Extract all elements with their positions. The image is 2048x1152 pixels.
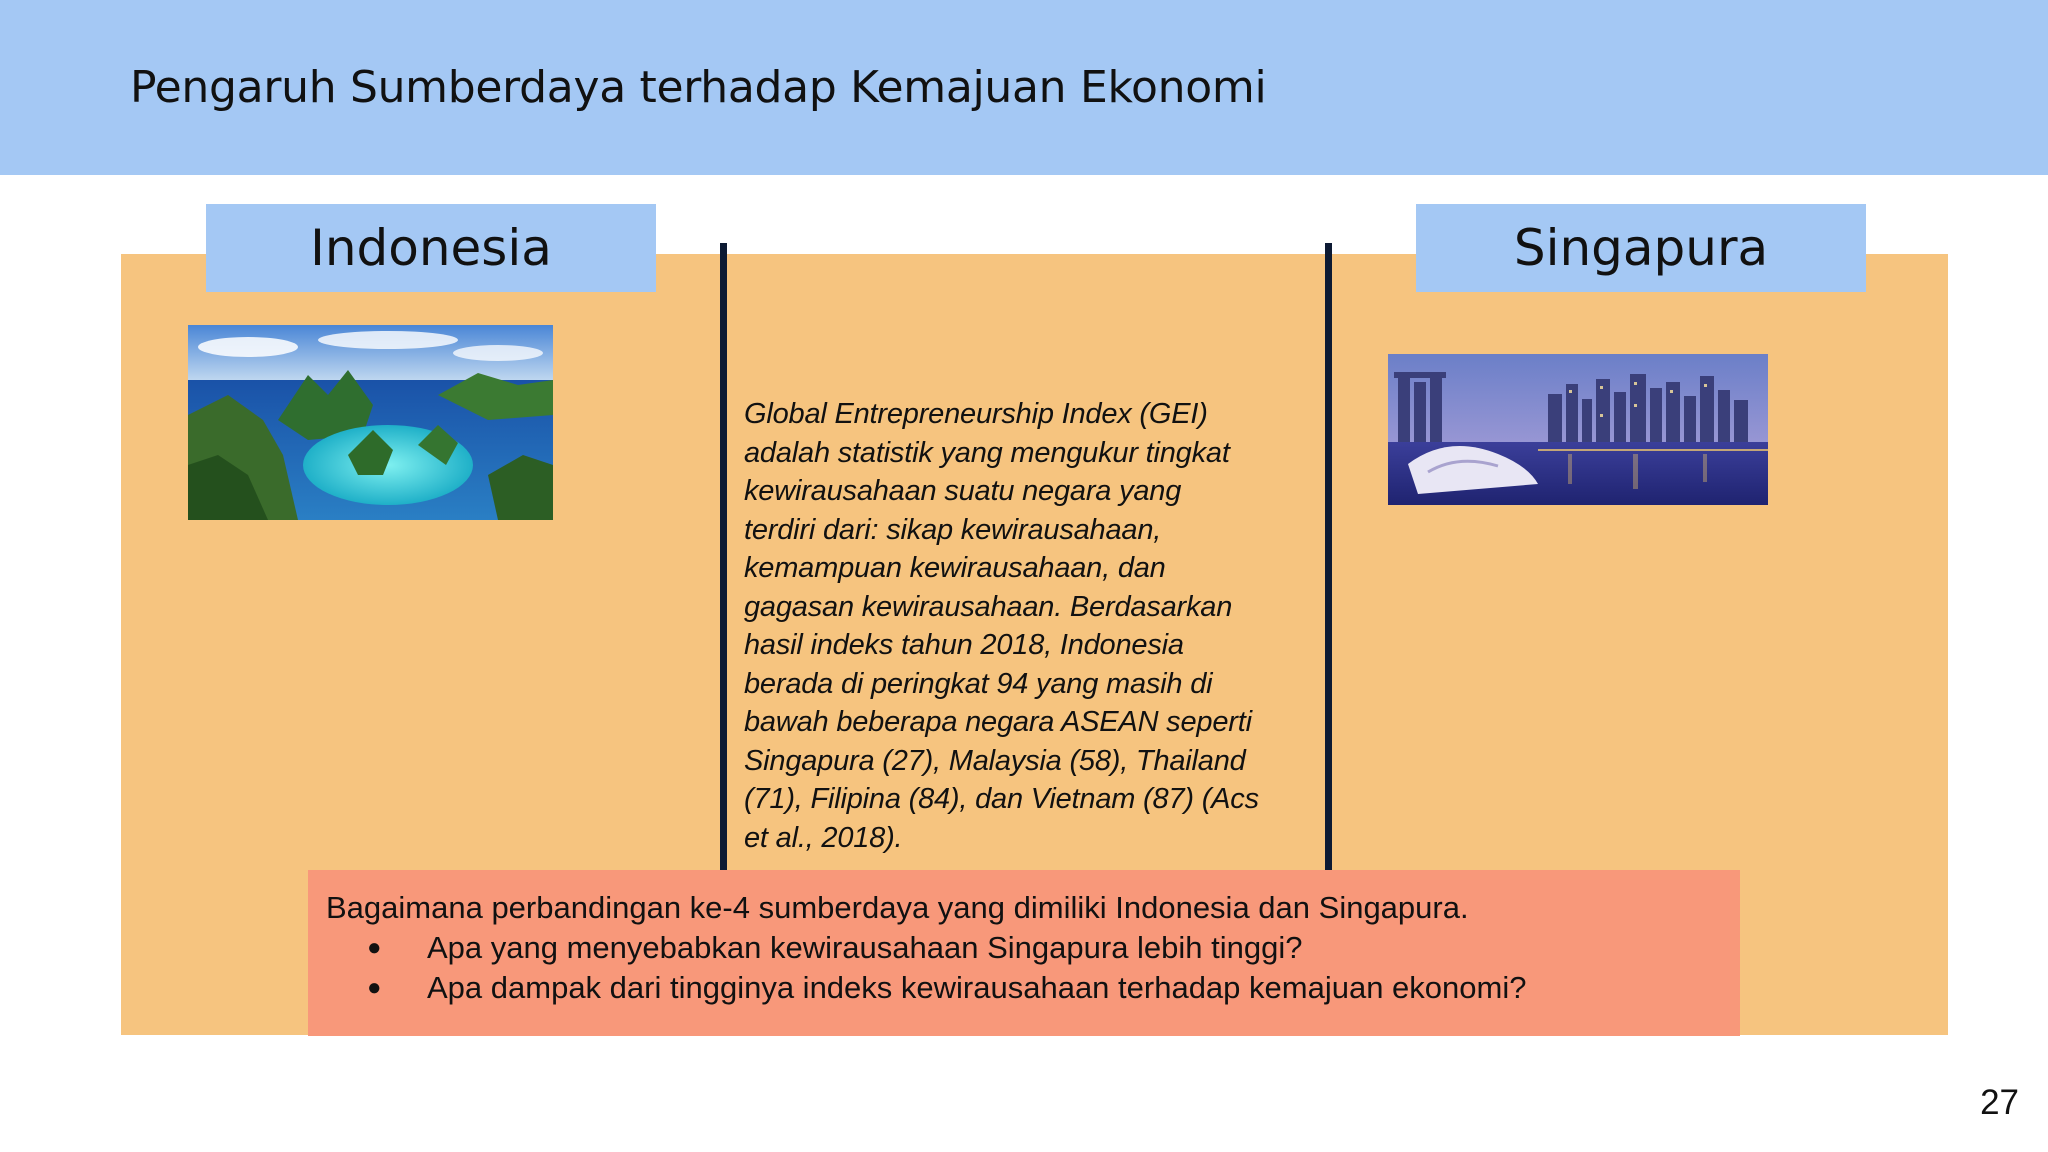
question-item — [326, 968, 1722, 1008]
text-line: berada di peringkat 94 yang masih di — [744, 667, 1213, 700]
country-label-indonesia — [206, 204, 656, 292]
page-number: 27 — [1980, 1083, 2019, 1122]
slide-title: Pengaruh Sumberdaya terhadap Kemajuan Ekonomi — [130, 62, 1267, 113]
question-lead: Bagaimana perbandingan ke-4 sumberdaya yang dimiliki Indonesia dan Singapura. — [326, 890, 1469, 925]
bullet-icon: ● — [367, 934, 382, 961]
text-line: Global Entrepreneurship Index (GEI) — [744, 398, 1208, 430]
question-text: Apa yang menyebabkan kewirausahaan Singapura lebih tinggi? — [427, 930, 1303, 965]
text-line: et al., 2018). — [744, 821, 903, 854]
text-line: gagasan kewirausahaan. Berdasarkan — [744, 590, 1233, 623]
text-line: terdiri dari: sikap kewirausahaan, — [744, 513, 1162, 546]
text-line: kewirausahaan suatu negara yang — [744, 475, 1182, 507]
question-box — [308, 870, 1740, 1036]
country-label-text: Singapura — [1513, 219, 1769, 277]
gei-description — [744, 395, 1314, 857]
question-item — [326, 928, 1722, 968]
bullet-icon: ● — [367, 974, 382, 1001]
text-line: Singapura (27), Malaysia (58), Thailand — [744, 744, 1246, 777]
text-line: kemampuan kewirausahaan, dan — [744, 552, 1166, 584]
text-line: (71), Filipina (84), dan Vietnam (87) (Acs — [744, 783, 1259, 815]
city-skyline-photo — [1388, 354, 1768, 505]
column-divider-right — [1325, 243, 1332, 873]
text-line: bawah beberapa negara ASEAN seperti — [744, 706, 1252, 738]
question-text: Apa dampak dari tingginya indeks kewirausahaan terhadap kemajuan ekonomi? — [427, 970, 1527, 1005]
text-line: hasil indeks tahun 2018, Indonesia — [744, 629, 1184, 661]
country-label-text: Indonesia — [310, 219, 552, 277]
island-archipelago-photo — [188, 325, 553, 520]
text-line: adalah statistik yang mengukur tingkat — [744, 436, 1230, 469]
country-label-singapura — [1416, 204, 1866, 292]
column-divider-left — [720, 243, 727, 873]
question-list — [326, 928, 1722, 1008]
